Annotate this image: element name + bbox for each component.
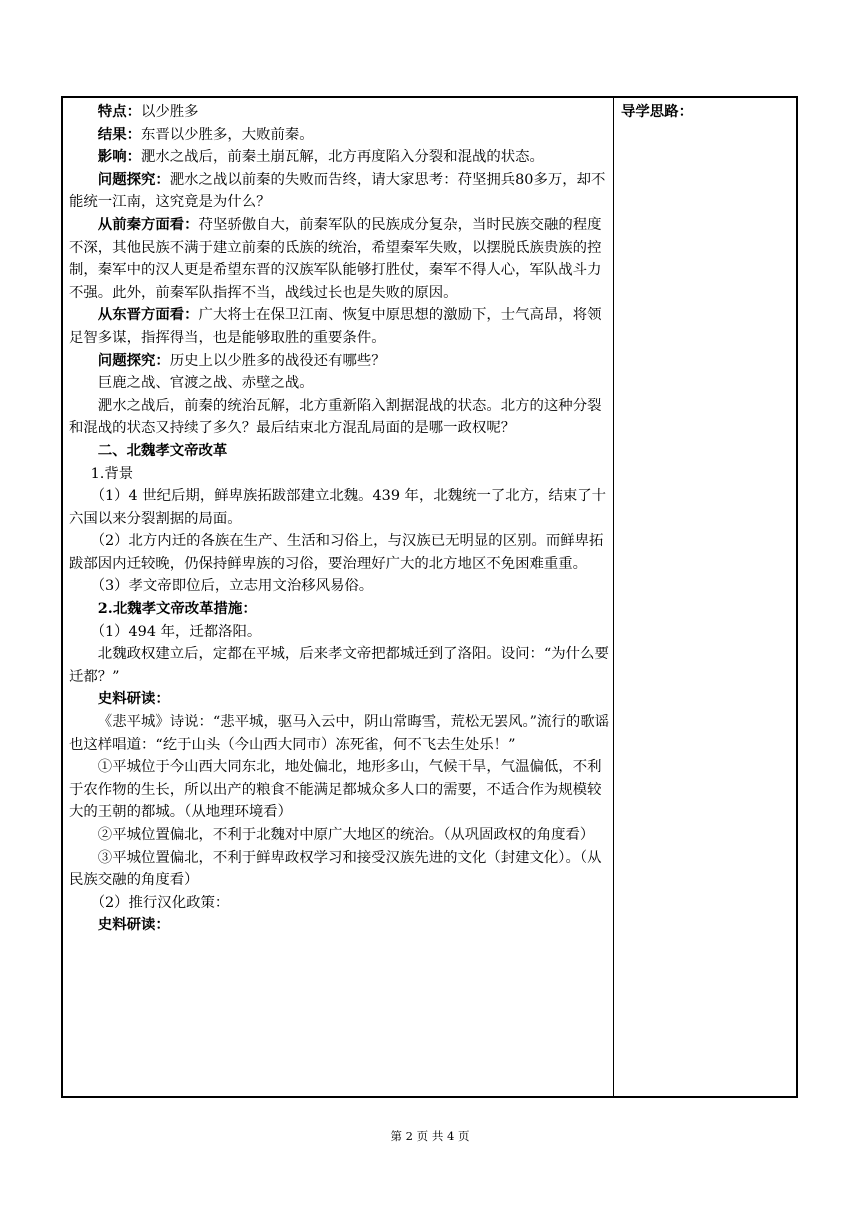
background-point-2: （2）北方内迁的各族在生产、生活和习俗上，与汉族已无明显的区别。而鲜卑拓跋部因内迁较晚，仍保持鲜卑族的习俗，要治理好广大的北方地区不免困难重重。: [69, 533, 604, 572]
label-result: 结果：: [97, 125, 141, 143]
subheading-background: 1.背景: [90, 465, 134, 482]
background-point-3: （3）孝文帝即位后，立志用文治移风易俗。: [90, 578, 374, 595]
paragraph-feature: [69, 101, 609, 124]
text-question-2: 历史上以少胜多的战役还有哪些？: [169, 352, 386, 369]
measure-2: （2）推行汉化政策：: [90, 894, 230, 911]
guide-title: 导学思路：: [621, 103, 693, 120]
reason-2: ②平城位置偏北，不利于北魏对中原广大地区的统治。（从巩固政权的角度看）: [97, 827, 595, 843]
page-footer: 第 2 页 共 4 页: [390, 1129, 470, 1143]
paragraph-question-1: [69, 169, 609, 214]
poem-quote: 《悲平城》诗说：“悲平城，驱马入云中，阴山常晦雪，荒松无罢风。”流行的歌谣也这样唱道：“纥于山头（今山西大同市）冻死雀，何不飞去生处乐！”: [69, 714, 609, 753]
section-heading: 二、北魏孝文帝改革: [97, 441, 228, 459]
label-feature: 特点：: [97, 103, 141, 120]
lesson-table: [61, 96, 798, 1098]
paragraph-result: [69, 124, 609, 147]
label-impact: 影响：: [97, 148, 141, 166]
reason-1: ①平城位于今山西大同东北，地处偏北，地形多山，气候干旱，气温偏低，不利于农作物的生长，所以出产的粮食不能满足都城众多人口的需要，不适合作为规模较大的王朝的都城。（从地理环境看）: [69, 759, 602, 821]
measure-1: （1）494 年，迁都洛阳。: [90, 623, 262, 640]
lesson-content: [69, 101, 609, 937]
paragraph-transition: 淝水之战后，前秦的统治瓦解，北方重新陷入割据混战的状态。北方的这种分裂和混战的状态又持续了多久？最后结束北方混乱局面的是哪一政权呢？: [69, 397, 602, 437]
source-heading-2: 史料研读：: [97, 916, 170, 934]
text-question-1: 淝水之战以前秦的失败而告终，请大家思考：苻坚拥兵80多万，却不能统一江南，这究竟是为什么？: [69, 171, 606, 211]
paragraph-question-2: [69, 350, 609, 373]
text-eastern-jin: 广大将士在保卫江南、恢复中原思想的激励下，士气高昂，将领足智多谋，指挥得当，也是能够取胜的重要条件。: [69, 307, 602, 346]
background-point-1: （1）4 世纪后期，鲜卑族拓跋部建立北魏。439 年，北魏统一了北方，结束了十六国以来分裂割据的局面。: [69, 488, 607, 527]
measure-1-text: 北魏政权建立后，定都在平城，后来孝文帝把都城迁到了洛阳。设问：“为什么要迁都？”: [69, 646, 609, 685]
subheading-measures: 2.北魏孝文帝改革措施：: [97, 600, 257, 618]
label-question-1: 问题探究：: [97, 170, 170, 188]
paragraph-battles: 巨鹿之战、官渡之战、赤壁之战。: [97, 375, 314, 392]
label-eastern-jin: 从东晋方面看：: [97, 306, 199, 324]
column-divider: [613, 98, 614, 1096]
text-impact: 淝水之战后，前秦土崩瓦解，北方再度陷入分裂和混战的状态。: [140, 149, 544, 166]
source-heading-1: 史料研读：: [97, 690, 170, 708]
reason-3: ③平城位置偏北，不利于鲜卑政权学习和接受汉族先进的文化（封建文化）。（从民族交融的角度看）: [69, 849, 602, 889]
label-former-qin: 从前秦方面看：: [97, 215, 199, 233]
paragraph-impact: [69, 146, 609, 169]
paragraph-eastern-jin: [69, 304, 609, 349]
text-feature: 以少胜多: [140, 104, 199, 120]
paragraph-former-qin: [69, 214, 609, 304]
text-result: 东晋以少胜多，大败前秦。: [140, 126, 314, 143]
label-question-2: 问题探究：: [97, 351, 170, 369]
text-former-qin: 苻坚骄傲自大，前秦军队的民族成分复杂，当时民族交融的程度不深，其他民族不满于建立前秦的氐族的统治，希望秦军失败，以摆脱氐族贵族的控制，秦军中的汉人更是希望东晋的汉族军队能够打胜仗，秦军不得人心，军队战斗力不强。此外，前秦军队指挥不当，战线过长也是失败的原因。: [69, 216, 602, 301]
